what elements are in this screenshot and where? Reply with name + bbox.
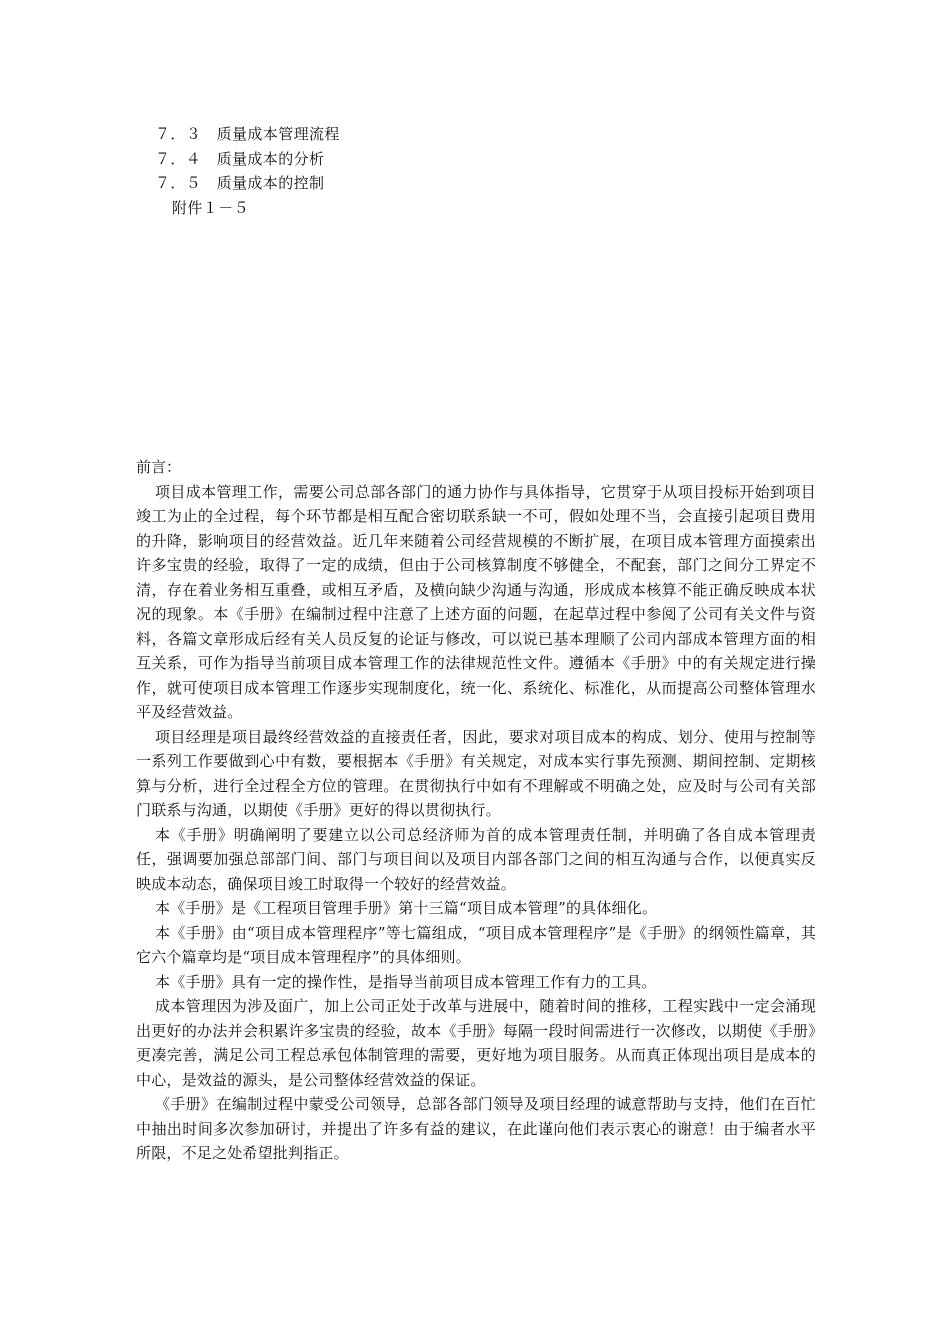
table-of-contents <box>155 122 340 220</box>
toc-attachment: 附件１－５ <box>172 198 250 217</box>
preface-section <box>136 455 816 1166</box>
preface-paragraph-8: 《手册》在编制过程中蒙受公司领导，总部各部门领导及项目经理的诚意帮助与支持，他们在百忙中抽出时间多次参加研讨，并提出了许多有益的建议，在此谨向他们表示衷心的谢意！由于编者水平所限，不足之处希望批判指正。 <box>136 1095 816 1162</box>
preface-paragraph-2: 项目经理是项目最终经营效益的直接责任者，因此，要求对项目成本的构成、划分、使用与控制等一系列工作要做到心中有数，要根据本《手册》有关规定，对成本实行事先预测、期间控制、定期核算与分析，进行全过程全方位的管理。在贯彻执行中如有不理解或不明确之处，应及时与公司有关部门联系与沟通，以期使《手册》更好的得以贯彻执行。 <box>136 727 816 819</box>
preface-paragraph-7: 成本管理因为涉及面广，加上公司正处于改革与进展中，随着时间的推移，工程实践中一定会涌现出更好的办法并会积累许多宝贵的经验，故本《手册》每隔一段时间需进行一次修改，以期使《手册》更凑完善，满足公司工程总承包体制管理的需要，更好地为项目服务。从而真正体现出项目是成本的中心，是效益的源头，是公司整体经营效益的保证。 <box>136 997 816 1089</box>
preface-title: 前言： <box>136 458 182 476</box>
preface-paragraph-5: 本《手册》由“项目成本管理程序”等七篇组成，“项目成本管理程序”是《手册》的纲领性篇章，其它六个篇章均是“项目成本管理程序”的具体细则。 <box>136 923 816 966</box>
preface-paragraph-4: 本《手册》是《工程项目管理手册》第十三篇“项目成本管理”的具体细化。 <box>155 899 658 917</box>
preface-paragraph-6: 本《手册》具有一定的操作性，是指导当前项目成本管理工作有力的工具。 <box>155 972 657 991</box>
toc-item-7-4: ７．４ 质量成本的分析 <box>155 149 325 168</box>
toc-item-7-5: ７．５ 质量成本的控制 <box>155 174 325 192</box>
preface-paragraph-3: 本《手册》明确阐明了要建立以公司总经济师为首的成本管理责任制，并明确了各自成本管理责任，强调要加强总部部门间、部门与项目间以及项目内部各部门之间的相互沟通与合作，以便真实反映成本动态，确保项目竣工时取得一个较好的经营效益。 <box>136 825 816 893</box>
preface-paragraph-1: 项目成本管理工作，需要公司总部各部门的通力协作与具体指导，它贯穿于从项目投标开始到项目竣工为止的全过程，每个环节都是相互配合密切联系缺一不可，假如处理不当，会直接引起项目费用的升降，影响项目的经营效益。近几年来随着公司经营规模的不断扩展，在项目成本管理方面摸索出许多宝贵的经验，取得了一定的成绩，但由于公司核算制度不够健全，不配套，部门之间分工界定不清，存在着业务相互重叠，或相互矛盾，及横向缺少沟通与沟通，形成成本核算不能正确反映成本状况的现象。本《手册》在编制过程中注意了上述方面的问题，在起草过程中参阅了公司有关文件与资料，各篇文章形成后经有关人员反复的论证与修改，可以说已基本理顺了公司内部成本管理方面的相互关系，可作为指导当前项目成本管理工作的法律规范性文件。遵循本《手册》中的有关规定进行操作，就可使项目成本管理工作逐步实现制度化，统一化、系统化、标准化，从而提高公司整体管理水平及经营效益。 <box>136 482 816 721</box>
toc-item-7-3: ７．３ 质量成本管理流程 <box>155 125 340 143</box>
